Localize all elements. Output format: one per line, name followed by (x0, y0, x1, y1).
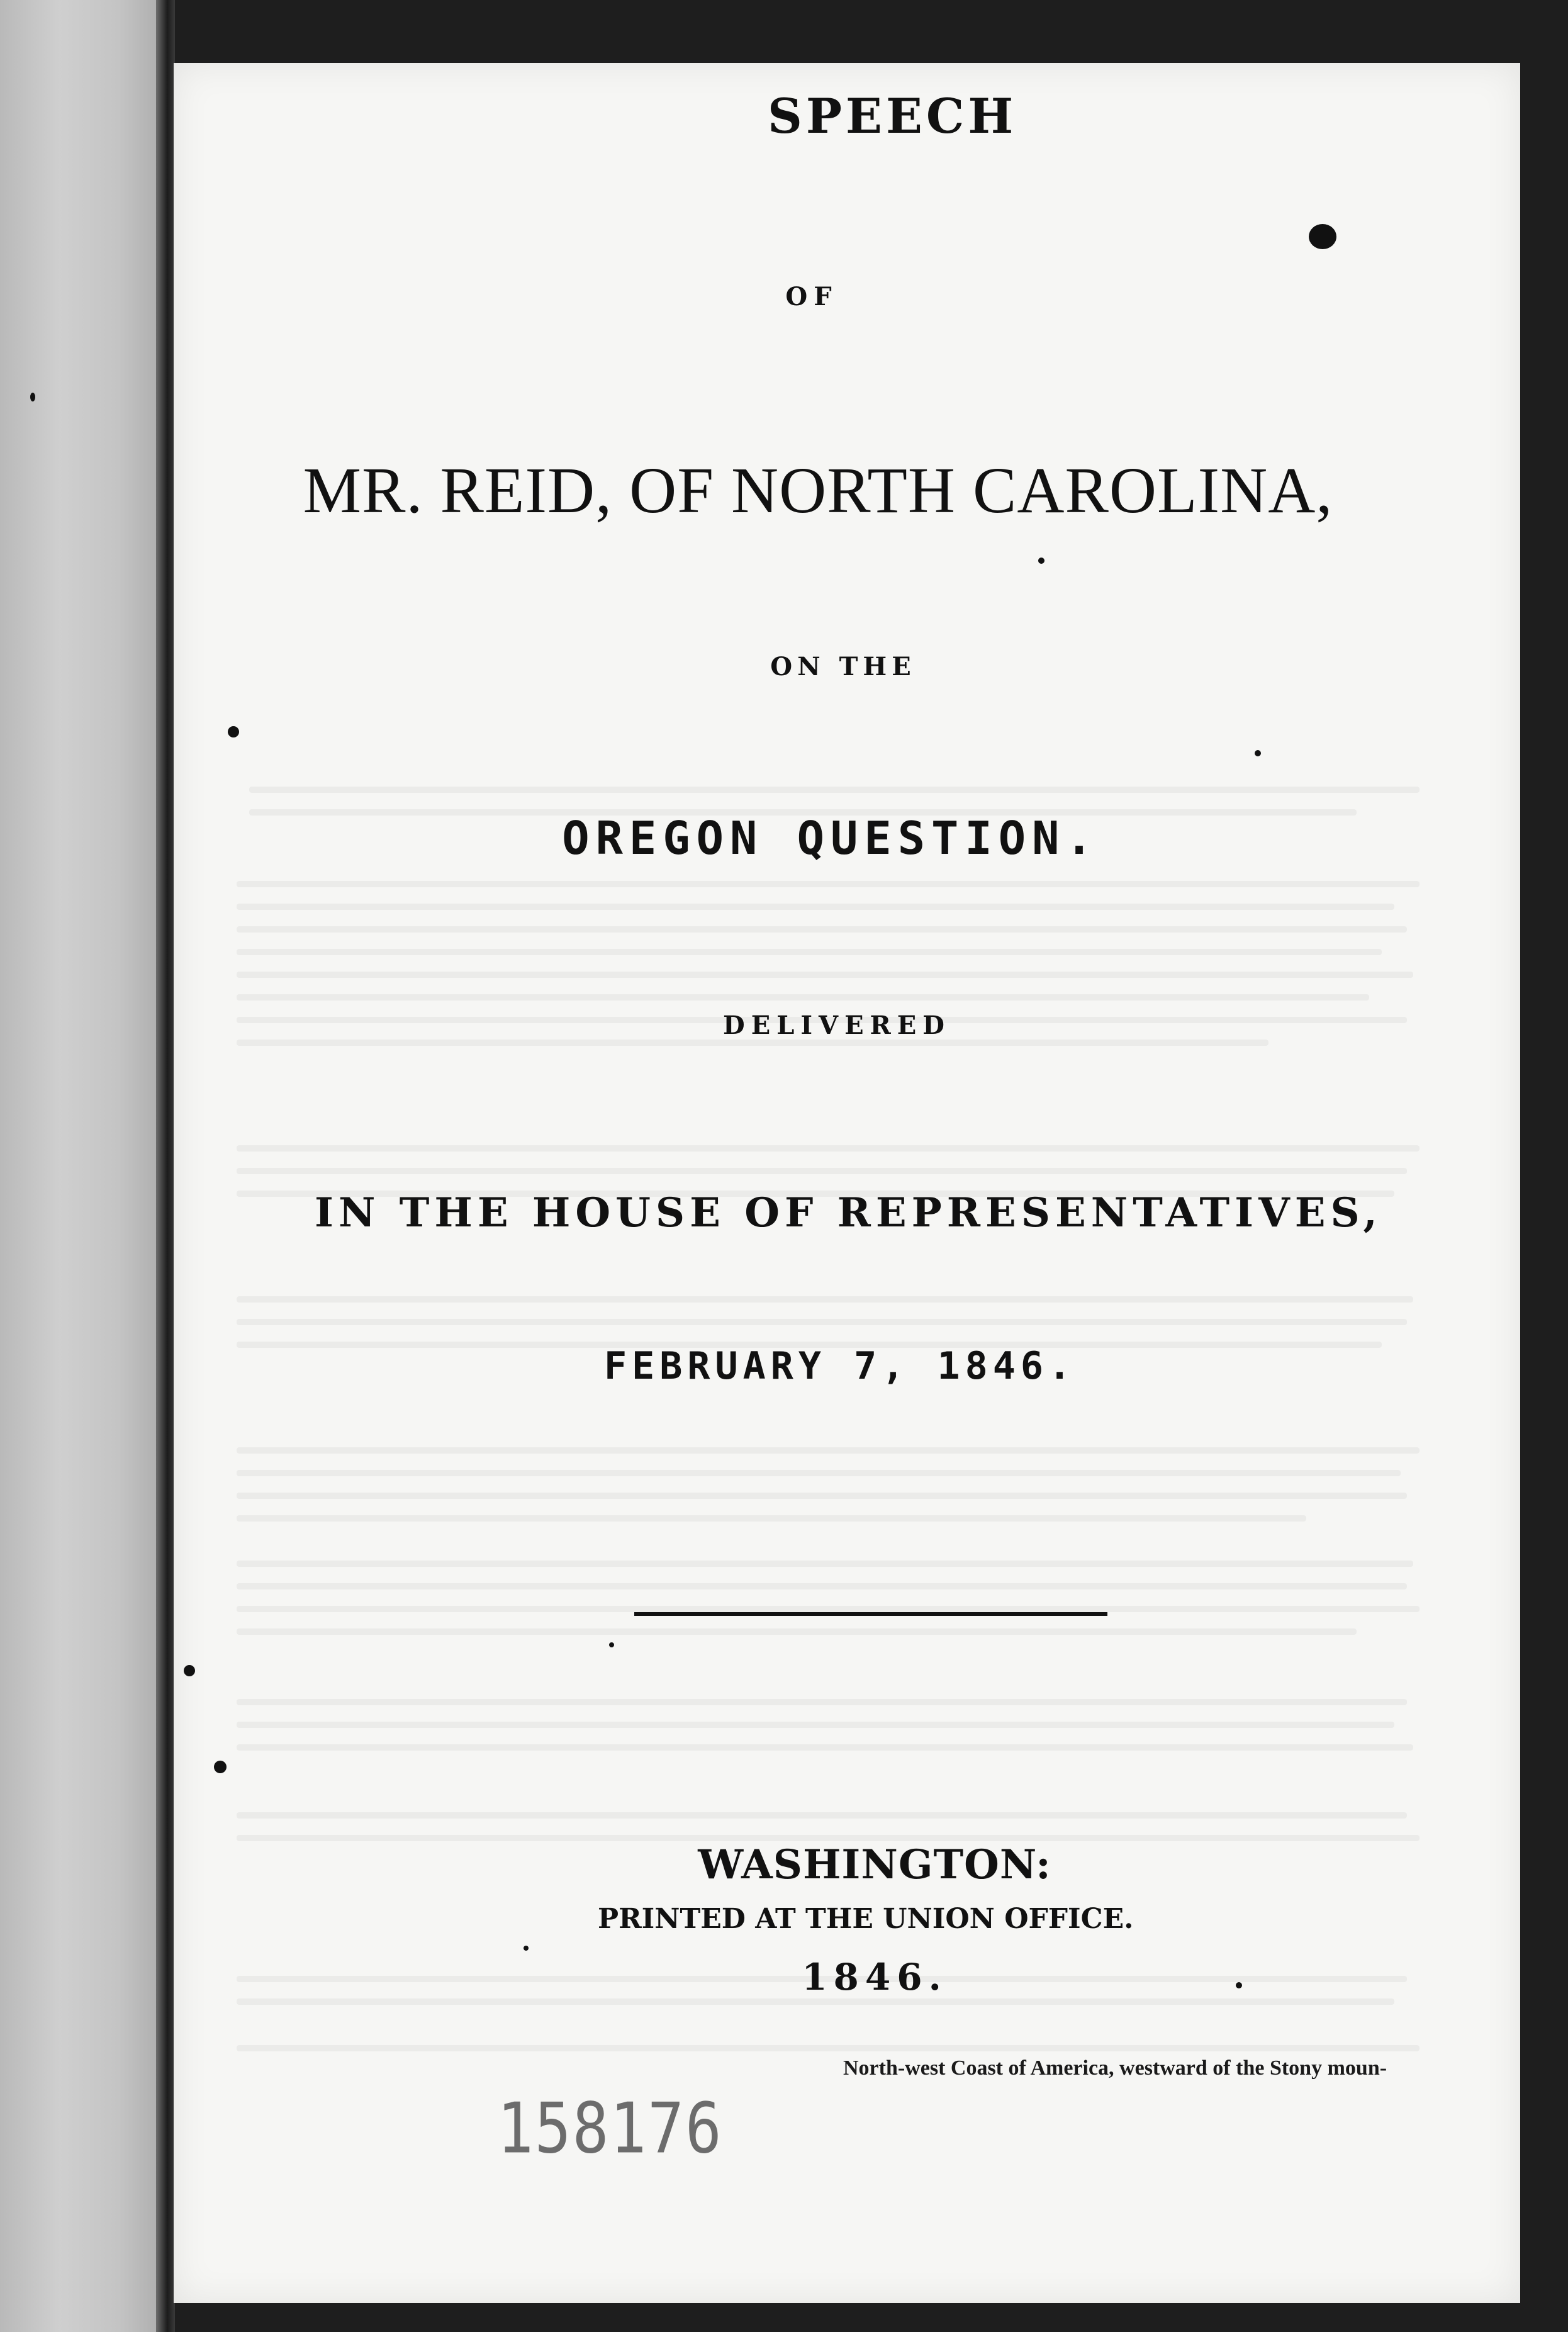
delivered-label: DELIVERED (723, 1011, 951, 1040)
heading-speech: SPEECH (768, 88, 1017, 144)
ink-speck (214, 1761, 227, 1773)
ink-speck (1255, 750, 1261, 756)
binding-gutter-shadow (156, 0, 175, 2332)
ink-speck (524, 1946, 529, 1951)
imprint-year: 1846. (802, 1956, 948, 1998)
bleed-through-text: North-west Coast of America, westward of the Stony moun- (843, 2056, 1387, 2080)
connector-of: OF (785, 282, 838, 311)
imprint-city: WASHINGTON: (698, 1841, 1051, 1888)
connector-on-the: ON THE (770, 652, 916, 681)
venue-line: IN THE HOUSE OF REPRESENTATIVES, (315, 1189, 1382, 1236)
divider-rule (634, 1612, 1107, 1616)
ink-speck (609, 1642, 614, 1647)
ink-speck (1038, 558, 1044, 564)
book-binding-strip (0, 0, 170, 2332)
imprint-printer: PRINTED AT THE UNION OFFICE. (598, 1903, 1134, 1935)
ink-speck (184, 1665, 195, 1676)
speech-subject: OREGON QUESTION. (562, 812, 1099, 865)
speech-date: FEBRUARY 7, 1846. (604, 1344, 1077, 1388)
library-accession-stamp: 158176 (497, 2088, 723, 2169)
ink-speck (1236, 1982, 1242, 1988)
ink-speck (228, 726, 239, 737)
speaker-name: MR. REID, OF NORTH CAROLINA, (303, 454, 1333, 527)
ink-speck (30, 393, 35, 401)
ink-speck (1309, 224, 1336, 249)
